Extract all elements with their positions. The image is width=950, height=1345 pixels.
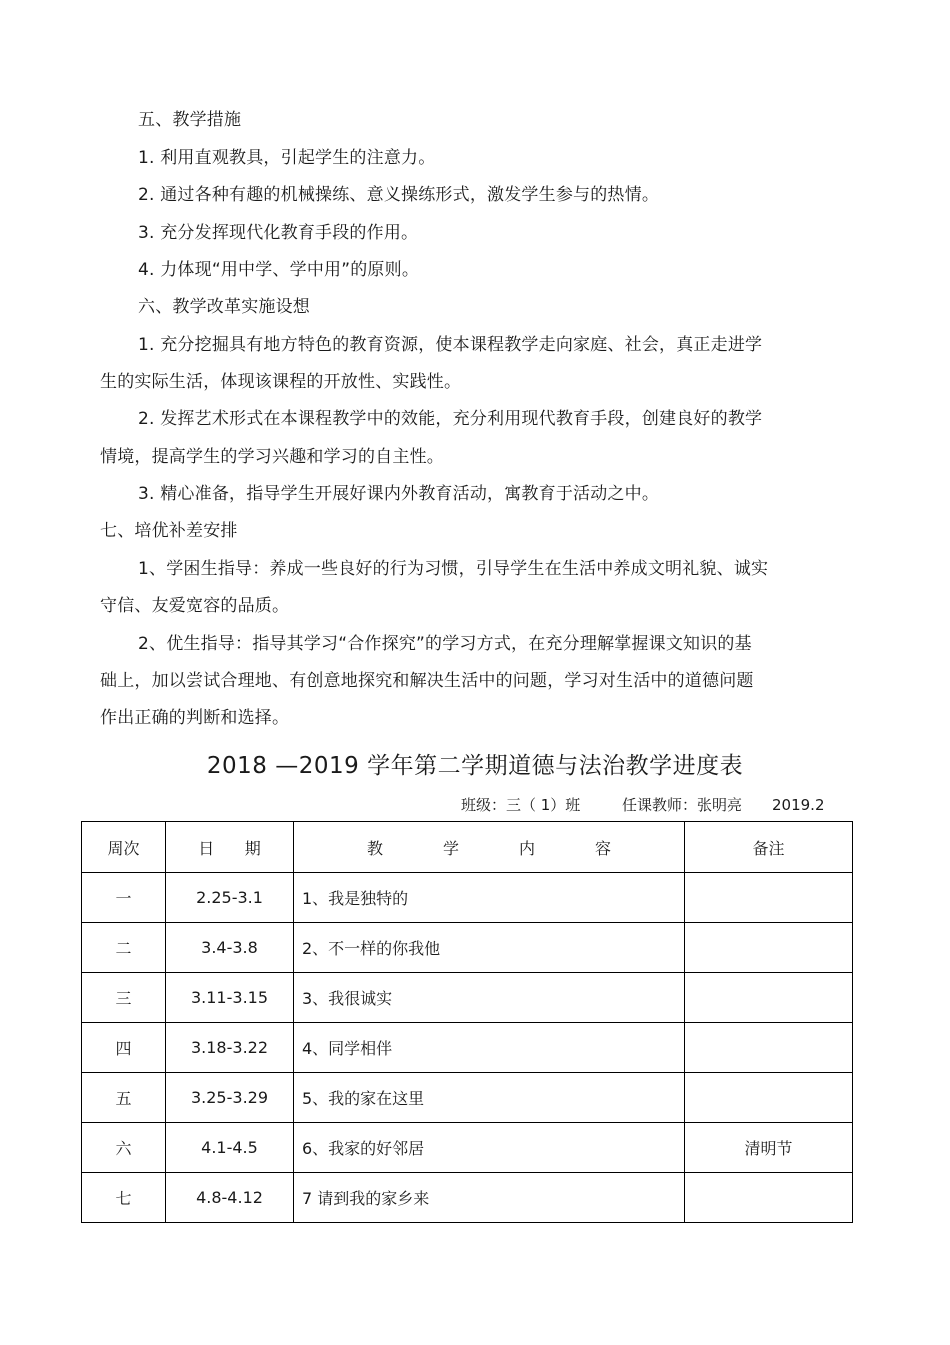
schedule-title: 2018 —2019 学年第二学期道德与法治教学进度表 [206,753,744,779]
table-row [82,873,853,923]
paragraph-line: 1. 充分挖掘具有地方特色的教育资源，使本课程教学走向家庭、社会，真正走进学 [138,335,763,355]
cell-content: 4、同学相伴 [294,1023,685,1073]
table-row [82,1073,853,1123]
class-label: 班级：三（ 1）班 [461,796,581,814]
cell-week: 五 [82,1073,166,1123]
paragraph-line: 六、教学改革实施设想 [138,297,310,317]
paragraph-line: 七、培优补差安排 [100,521,238,541]
cell-date: 3.18-3.22 [166,1023,294,1073]
cell-week: 七 [82,1173,166,1223]
paragraph-line: 4. 力体现“用中学、学中用”的原则。 [138,260,420,280]
paragraph-line: 2. 发挥艺术形式在本课程教学中的效能，充分利用现代教育手段，创建良好的教学 [138,409,763,429]
header-content [294,822,685,873]
paragraph-line: 守信、友爱宽容的品质。 [100,596,290,616]
header-content-char: 学 [442,838,459,858]
paragraph-line: 作出正确的判断和选择。 [100,708,290,728]
table-row [82,1023,853,1073]
cell-week: 一 [82,873,166,923]
paragraph-line: 3. 精心准备，指导学生开展好课内外教育活动，寓教育于活动之中。 [138,484,660,504]
paragraph-line: 2. 通过各种有趣的机械操练、意义操练形式，激发学生参与的热情。 [138,185,660,205]
header-content-char: 内 [519,838,536,858]
table-row [82,973,853,1023]
schedule-table [81,821,853,1223]
cell-date: 3.11-3.15 [166,973,294,1023]
table-header-row [82,822,853,873]
cell-week: 二 [82,923,166,973]
teacher-label: 任课教师：张明亮 [622,796,743,814]
cell-week: 三 [82,973,166,1023]
table-row [82,1123,853,1173]
paragraph-line: 础上，加以尝试合理地、有创意地探究和解决生活中的问题，学习对生活中的道德问题 [100,671,754,691]
paragraph-line: 五、教学措施 [138,110,242,130]
paragraph-line: 1、学困生指导：养成一些良好的行为习惯，引导学生在生活中养成文明礼貌、诚实 [138,559,769,579]
cell-content: 1、我是独特的 [294,873,685,923]
paragraph-line: 2、优生指导：指导其学习“合作探究”的学习方式，在充分理解掌握课文知识的基 [138,634,752,654]
cell-date: 4.8-4.12 [166,1173,294,1223]
cell-content: 5、我的家在这里 [294,1073,685,1123]
table-row [82,1173,853,1223]
paragraph-line: 1. 利用直观教具，引起学生的注意力。 [138,148,436,168]
paragraph-line: 生的实际生活，体现该课程的开放性、实践性。 [100,372,462,392]
cell-note [685,1073,853,1123]
header-note: 备注 [685,822,853,873]
header-date: 日 期 [166,822,294,873]
cell-content: 2、不一样的你我他 [294,923,685,973]
header-content-char: 容 [595,838,612,858]
cell-content: 6、我家的好邻居 [294,1123,685,1173]
cell-date: 4.1-4.5 [166,1123,294,1173]
cell-date: 3.4-3.8 [166,923,294,973]
cell-content: 7 请到我的家乡来 [294,1173,685,1223]
cell-week: 六 [82,1123,166,1173]
table-body [82,873,853,1223]
cell-note [685,1023,853,1073]
cell-note [685,973,853,1023]
table-row [82,923,853,973]
cell-note: 清明节 [685,1123,853,1173]
cell-note [685,1173,853,1223]
cell-date: 3.25-3.29 [166,1073,294,1123]
cell-note [685,923,853,973]
paragraph-line: 情境，提高学生的学习兴趣和学习的自主性。 [100,447,444,467]
paragraph-line: 3. 充分发挥现代化教育手段的作用。 [138,223,419,243]
cell-week: 四 [82,1023,166,1073]
date-label: 2019.2 [772,796,825,814]
header-content-char: 教 [366,838,383,858]
cell-note [685,873,853,923]
header-week: 周次 [82,822,166,873]
cell-content: 3、我很诚实 [294,973,685,1023]
cell-date: 2.25-3.1 [166,873,294,923]
